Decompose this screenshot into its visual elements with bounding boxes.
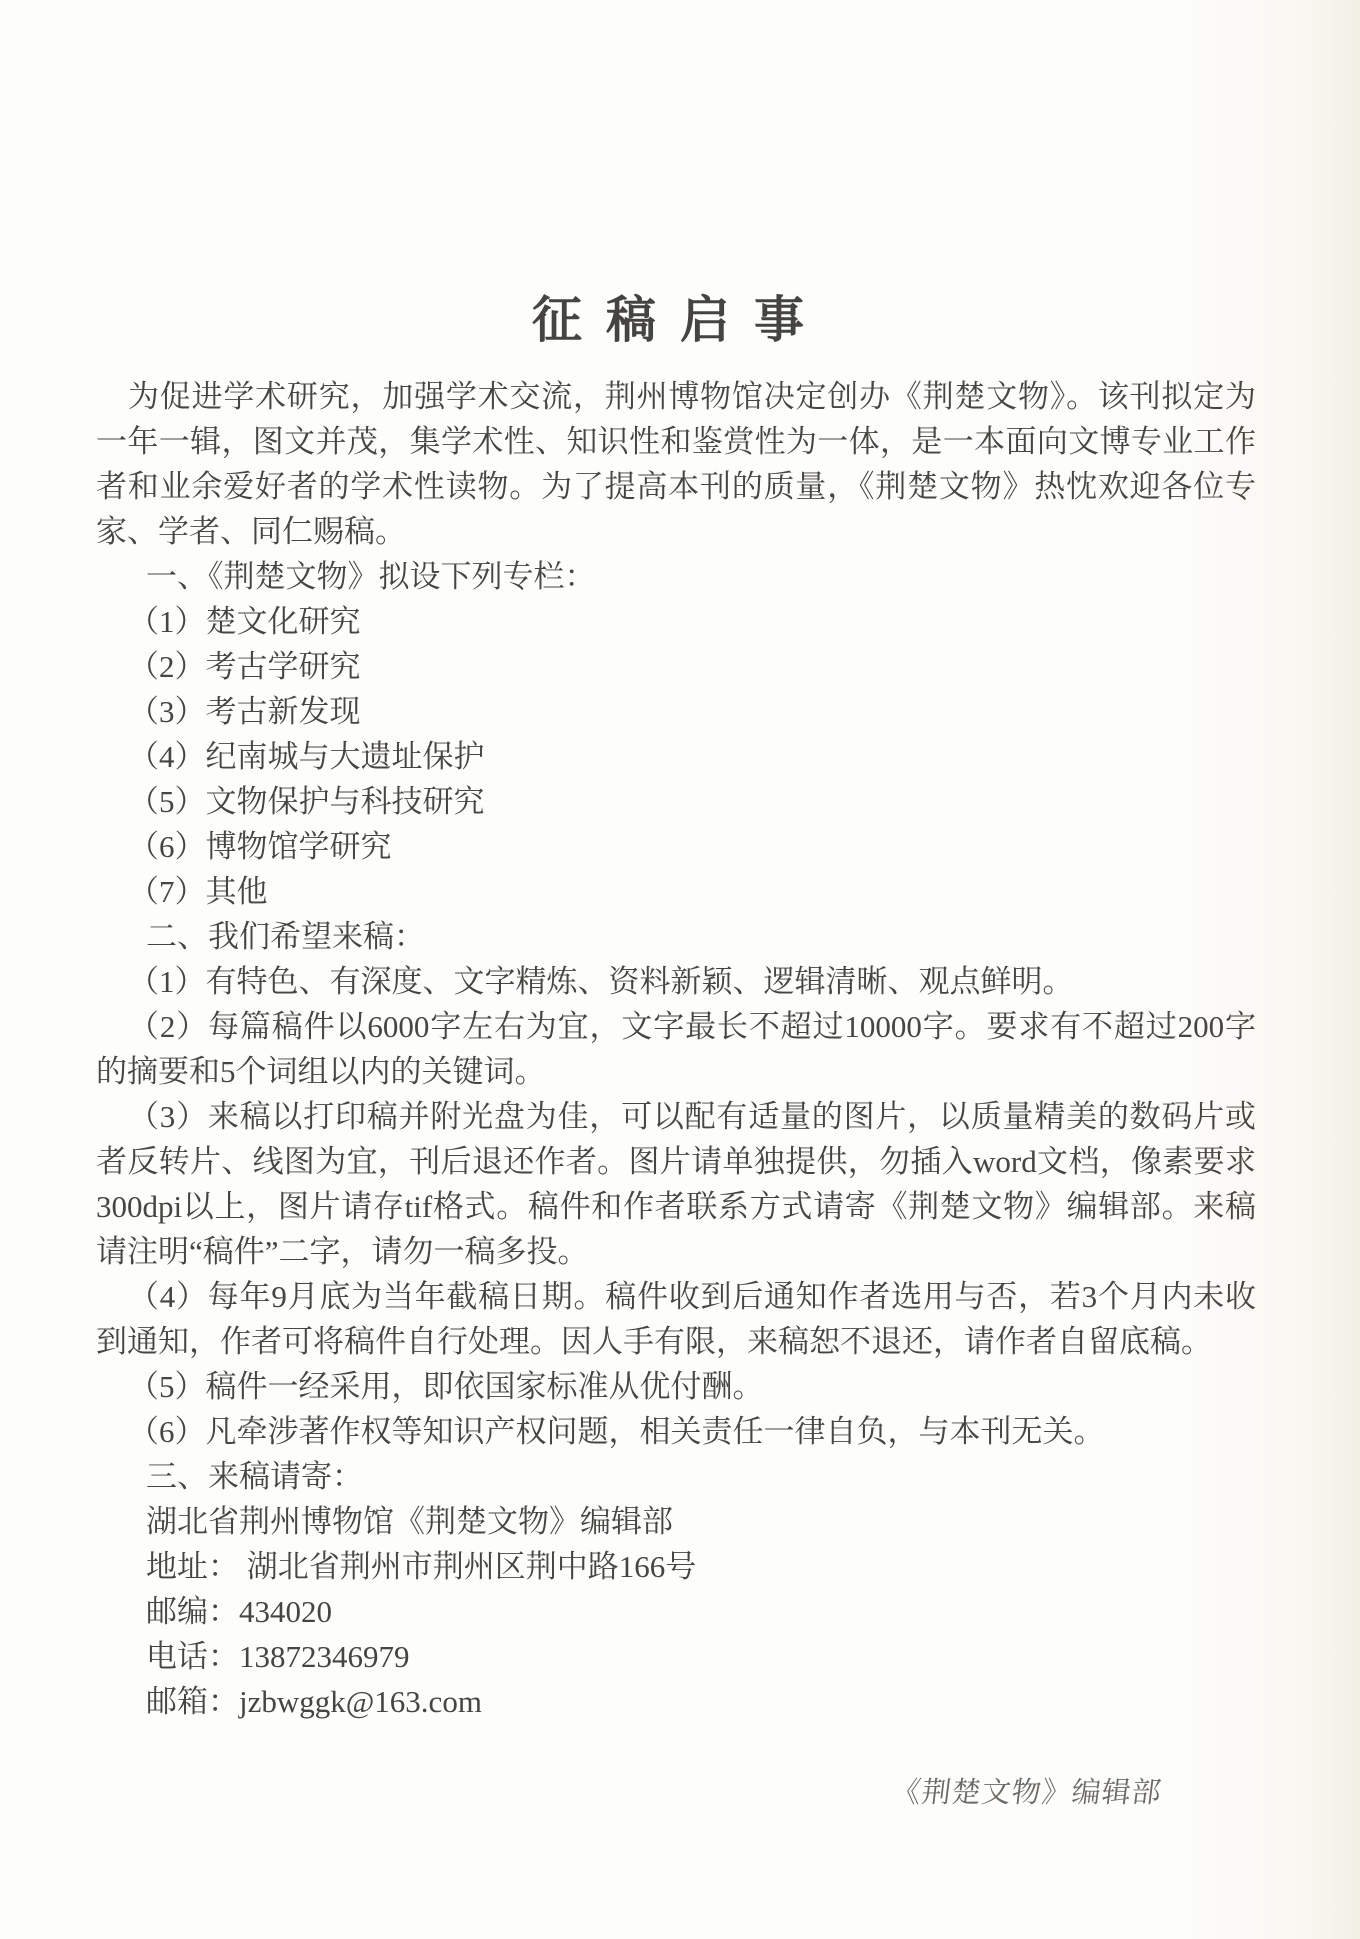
document-body [96, 374, 1256, 1724]
text-block: （2）考古学研究 [128, 649, 361, 684]
signature: 《荆楚文物》编辑部 [889, 1777, 1164, 1809]
text-block: 邮编：434020 [146, 1594, 332, 1629]
text-block: （2）每篇稿件以6000字左右为宜，文字最长不超过10000字。要求有不超过200字的摘要和5个词组以内的关键词。 [96, 1009, 1256, 1089]
text-block: （1）有特色、有深度、文字精炼、资料新颖、逻辑清晰、观点鲜明。 [128, 964, 1074, 999]
text-block: （5）文物保护与科技研究 [128, 784, 485, 819]
text-block: （5）稿件一经采用，即依国家标准从优付酬。 [128, 1369, 764, 1404]
text-block: （1）楚文化研究 [128, 604, 361, 639]
text-block: （4）纪南城与大遗址保护 [128, 739, 485, 774]
text-block: 电话：13872346979 [146, 1639, 410, 1674]
text-block: 一、《荆楚文物》拟设下列专栏： [146, 559, 596, 594]
text-block: 邮箱：jzbwggk@163.com [146, 1684, 482, 1719]
text-block: （4）每年9月底为当年截稿日期。稿件收到后通知作者选用与否，若3个月内未收到通知，作者可将稿件自行处理。因人手有限，来稿恕不退还，请作者自留底稿。 [96, 1279, 1256, 1359]
text-block: （6）博物馆学研究 [128, 829, 392, 864]
page-title: 征稿启事 [532, 291, 828, 348]
text-block: 为促进学术研究，加强学术交流，荆州博物馆决定创办《荆楚文物》。该刊拟定为一年一辑，图文并茂，集学术性、知识性和鉴赏性为一体，是一本面向文博专业工作者和业余爱好者的学术性读物。为了提高本刊的质量，《荆楚文物》热忱欢迎各位专家、学者、同仁赐稿。 [96, 379, 1256, 549]
text-block: （3）来稿以打印稿并附光盘为佳，可以配有适量的图片，以质量精美的数码片或者反转片、线图为宜，刊后退还作者。图片请单独提供，勿插入word文档，像素要求300dpi以上，图片请存tif格式。稿件和作者联系方式请寄《荆楚文物》编辑部。来稿请注明“稿件”二字，请勿一稿多投。 [96, 1099, 1256, 1269]
text-block: 三、来稿请寄： [146, 1459, 363, 1494]
text-block: 湖北省荆州博物馆《荆楚文物》编辑部 [146, 1504, 673, 1539]
text-block: （7）其他 [128, 874, 268, 909]
text-block: （6）凡牵涉著作权等知识产权问题，相关责任一律自负，与本刊无关。 [128, 1414, 1105, 1449]
text-block: （3）考古新发现 [128, 694, 361, 729]
text-block: 二、我们希望来稿： [146, 919, 425, 954]
text-block: 地址： 湖北省荆州市荆州区荆中路166号 [146, 1549, 697, 1584]
